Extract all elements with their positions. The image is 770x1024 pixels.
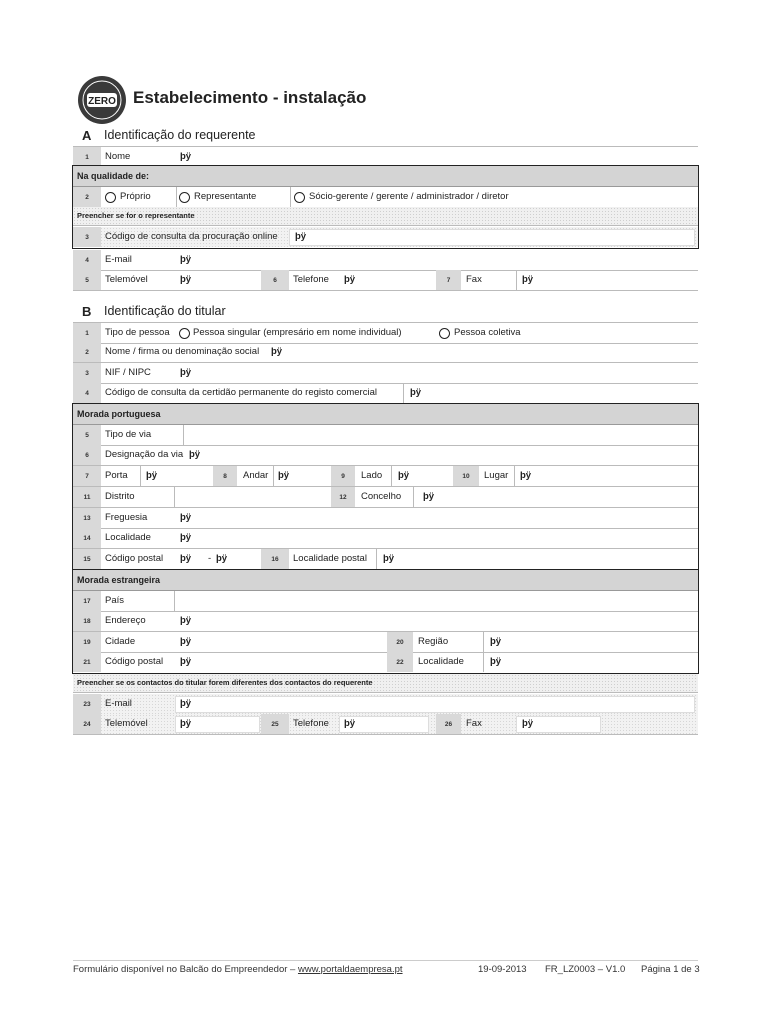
distrito-label: Distrito [105, 491, 135, 502]
contactos-note: Preencher se os contactos do titular forem diferentes dos contactos do requerente [73, 674, 698, 693]
morada-portuguesa-header: Morada portuguesa [73, 404, 698, 425]
field-number: 24 [73, 714, 101, 734]
svg-text:ZERO: ZERO [88, 96, 116, 107]
porta-field[interactable]: þÿ [146, 470, 158, 481]
radio-pessoa-singular[interactable] [179, 328, 190, 339]
licenciamento-zero-logo [77, 75, 127, 125]
regiao-label: Região [418, 636, 449, 647]
field-number: 4 [73, 250, 101, 270]
fax-b-value: þÿ [522, 718, 534, 729]
radio-socio-gerente-label: Sócio-gerente / gerente / administrador / diretor [309, 191, 509, 202]
email-b-input[interactable] [175, 696, 695, 713]
field-number: 5 [73, 270, 101, 290]
field-number: 22 [387, 652, 413, 672]
row-designacao-via [73, 445, 698, 466]
field-number: 1 [73, 147, 101, 167]
localidade-postal-field[interactable]: þÿ [383, 553, 395, 564]
field-number: 2 [73, 187, 101, 207]
freguesia-label: Freguesia [105, 512, 148, 523]
row-codigo-postal-ext [73, 652, 698, 672]
cidade-field[interactable]: þÿ [180, 636, 192, 647]
radio-proprio-label: Próprio [120, 191, 151, 202]
localidade-postal-label: Localidade postal [293, 553, 367, 564]
localidade-label: Localidade [105, 532, 151, 543]
row-email-b [73, 694, 698, 715]
field-number: 18 [73, 611, 101, 631]
email-a-label: E-mail [105, 254, 132, 265]
row-pais [73, 591, 698, 612]
field-number: 6 [261, 270, 289, 290]
radio-pessoa-coletiva[interactable] [439, 328, 450, 339]
telemovel-a-field[interactable]: þÿ [180, 274, 192, 285]
codigo-postal-pt-field[interactable]: þÿ [180, 553, 192, 564]
row-localidade [73, 528, 698, 549]
field-number: 11 [73, 487, 101, 507]
concelho-field[interactable]: þÿ [423, 491, 435, 502]
endereco-label: Endereço [105, 615, 146, 626]
row-qualidade [73, 187, 698, 208]
lugar-label: Lugar [484, 470, 509, 481]
regiao-field[interactable]: þÿ [490, 636, 502, 647]
section-b-letter: B [82, 304, 92, 319]
codigo-postal-ext-field[interactable]: þÿ [180, 656, 192, 667]
nif-label: NIF / NIPC [105, 367, 151, 378]
certidao-field[interactable]: þÿ [410, 387, 422, 398]
procuracao-value: þÿ [295, 231, 307, 242]
email-b-value: þÿ [180, 698, 192, 709]
row-porta-andar-lado-lugar [73, 466, 698, 487]
document-title: Estabelecimento - instalação [133, 88, 367, 107]
qualidade-header: Na qualidade de: [73, 166, 698, 187]
portal-link[interactable]: www.portaldaempresa.pt [297, 964, 403, 975]
row-distrito-concelho [73, 487, 698, 508]
pessoa-coletiva-label: Pessoa coletiva [454, 327, 521, 338]
field-number: 3 [73, 227, 101, 247]
radio-representante-label: Representante [194, 191, 257, 202]
footer-text: Formulário disponível no Balcão do Empreendedor – [73, 964, 298, 975]
field-number: 21 [73, 652, 101, 672]
morada-estrangeira-header: Morada estrangeira [73, 570, 698, 591]
telemovel-b-label: Telemóvel [105, 718, 148, 729]
nome-field[interactable]: þÿ [180, 151, 192, 162]
telefone-b-value: þÿ [344, 718, 356, 729]
andar-label: Andar [243, 470, 269, 481]
designacao-via-field[interactable]: þÿ [189, 449, 201, 460]
row-certidao [73, 383, 698, 404]
field-number: 5 [73, 425, 101, 445]
fax-a-label: Fax [466, 274, 482, 285]
field-number: 8 [213, 466, 237, 486]
field-number: 1 [73, 323, 101, 343]
andar-field[interactable]: þÿ [278, 470, 290, 481]
footer-date: 19-09-2013 [478, 964, 527, 975]
lugar-field[interactable]: þÿ [520, 470, 532, 481]
procuracao-input[interactable] [289, 229, 695, 246]
telemovel-a-label: Telemóvel [105, 274, 148, 285]
fax-b-label: Fax [466, 718, 482, 729]
field-number: 7 [73, 466, 101, 486]
telemovel-b-value: þÿ [180, 718, 192, 729]
footer-source [73, 964, 403, 975]
field-number: 19 [73, 632, 101, 652]
field-number: 2 [73, 342, 101, 362]
field-number: 6 [73, 445, 101, 465]
row-endereco [73, 611, 698, 632]
row-cidade-regiao [73, 632, 698, 653]
field-number: 13 [73, 508, 101, 528]
row-procuracao [73, 227, 698, 247]
codigo-postal-separator: - [208, 553, 212, 564]
section-a-letter: A [82, 128, 92, 143]
localidade-ext-field[interactable]: þÿ [490, 656, 502, 667]
telefone-b-label: Telefone [293, 718, 329, 729]
lado-field[interactable]: þÿ [398, 470, 410, 481]
codigo-postal-pt-label: Código postal [105, 553, 164, 564]
row-tipo-pessoa [73, 322, 698, 344]
tipo-via-label: Tipo de via [105, 429, 152, 440]
field-number: 17 [73, 591, 101, 611]
footer-form-code: FR_LZ0003 – V1.0 [545, 964, 626, 975]
nome-label: Nome [105, 151, 131, 162]
row-nif [73, 363, 698, 384]
row-codigo-postal-pt [73, 549, 698, 569]
section-b-title: Identificação do titular [104, 304, 226, 318]
codigo-postal-ext-label: Código postal [105, 656, 164, 667]
procuracao-label: Código de consulta da procuração online [105, 231, 278, 242]
row-tipo-via [73, 425, 698, 446]
concelho-label: Concelho [361, 491, 402, 502]
pais-label: País [105, 595, 125, 606]
field-number: 9 [331, 466, 355, 486]
footer-divider [73, 960, 698, 961]
field-number: 15 [73, 549, 101, 569]
field-number: 25 [261, 714, 289, 734]
localidade-ext-label: Localidade [418, 656, 464, 667]
field-number: 14 [73, 528, 101, 548]
cidade-label: Cidade [105, 636, 136, 647]
nif-field[interactable]: þÿ [180, 367, 192, 378]
radio-proprio[interactable] [105, 192, 116, 203]
field-number: 16 [261, 549, 289, 569]
field-number: 12 [331, 487, 355, 507]
pessoa-singular-label: Pessoa singular (empresário em nome individual) [193, 327, 402, 338]
row-nome-firma [73, 342, 698, 363]
row-freguesia [73, 508, 698, 529]
field-number: 3 [73, 363, 101, 383]
field-number: 20 [387, 632, 413, 652]
fax-a-field[interactable]: þÿ [522, 274, 534, 285]
footer-page-number: Página 1 de 3 [641, 964, 700, 975]
endereco-field[interactable]: þÿ [180, 615, 192, 626]
designacao-via-label: Designação da via [105, 449, 184, 460]
field-number: 7 [436, 270, 461, 290]
telefone-a-label: Telefone [293, 274, 329, 285]
row-phones-b [73, 714, 698, 735]
certidao-label: Código de consulta da certidão permanente do registo comercial [105, 387, 377, 398]
representante-note: Preencher se for o representante [73, 207, 698, 226]
freguesia-field[interactable]: þÿ [180, 512, 192, 523]
radio-representante[interactable] [179, 192, 190, 203]
field-number: 10 [453, 466, 479, 486]
field-number: 26 [436, 714, 461, 734]
nome-firma-label: Nome / firma ou denominação social [105, 346, 260, 357]
lado-label: Lado [361, 470, 383, 481]
localidade-field[interactable]: þÿ [180, 532, 192, 543]
row-phones-a [73, 270, 698, 291]
section-a-title: Identificação do requerente [104, 128, 256, 142]
porta-label: Porta [105, 470, 128, 481]
telefone-a-field[interactable]: þÿ [344, 274, 356, 285]
codigo-postal-pt-field-2[interactable]: þÿ [216, 553, 228, 564]
nome-firma-field[interactable]: þÿ [271, 346, 283, 357]
field-number: 23 [73, 694, 101, 714]
tipo-pessoa-label: Tipo de pessoa [105, 327, 170, 338]
email-b-label: E-mail [105, 698, 132, 709]
field-number: 4 [73, 383, 101, 403]
row-email-a [73, 250, 698, 271]
email-a-field[interactable]: þÿ [180, 254, 192, 265]
radio-socio-gerente[interactable] [294, 192, 305, 203]
